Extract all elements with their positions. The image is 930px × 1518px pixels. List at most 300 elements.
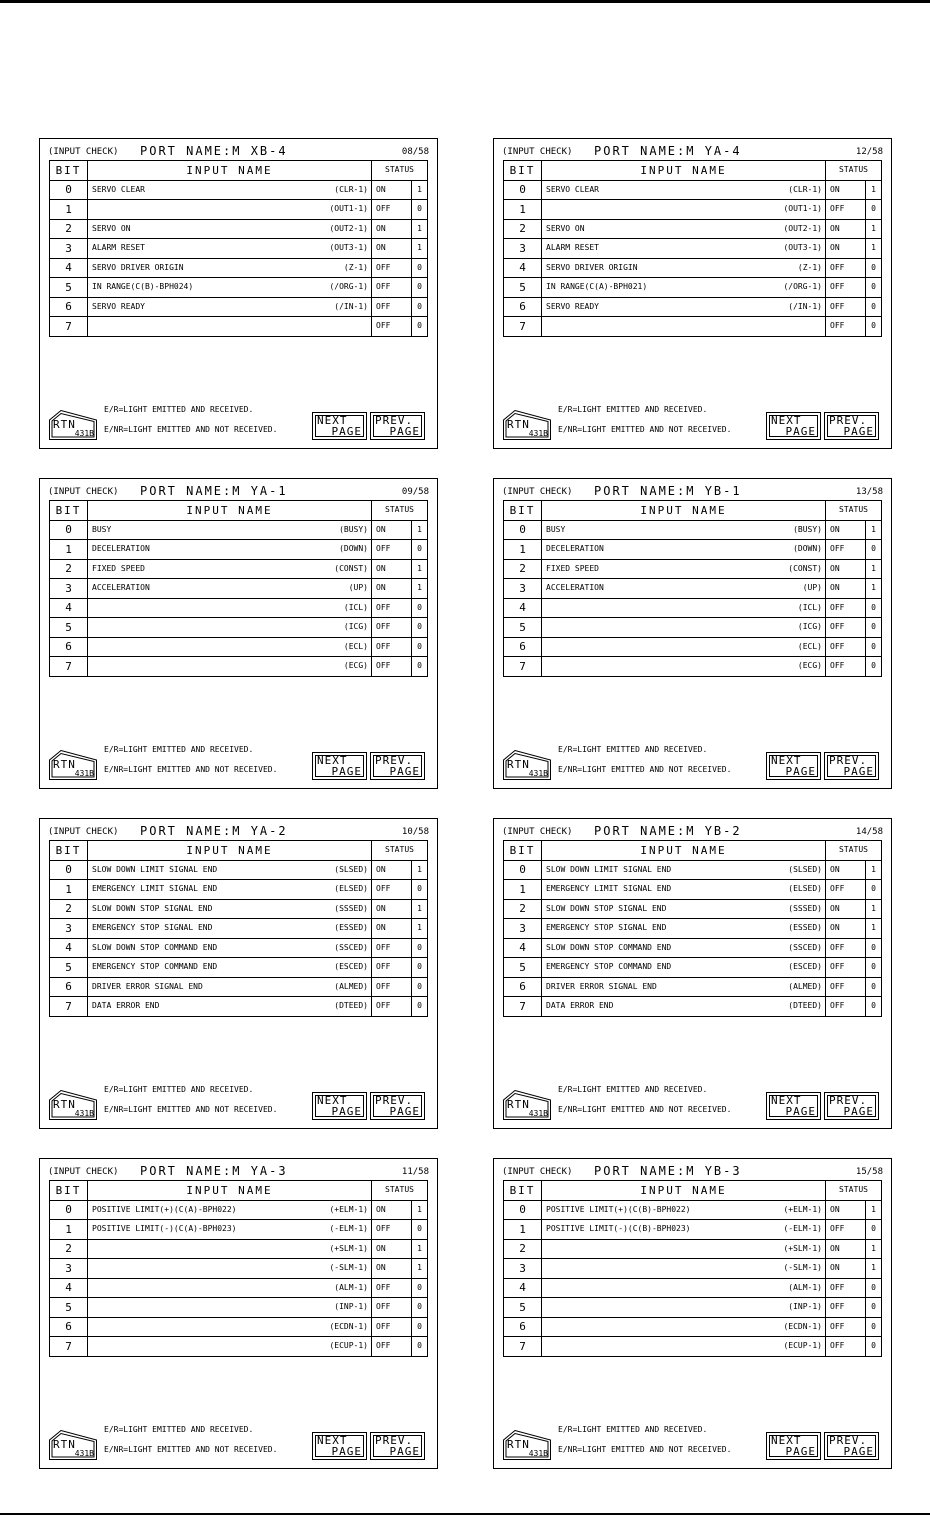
status-text: ON bbox=[372, 899, 412, 919]
bit-number: 3 bbox=[504, 579, 542, 599]
signal-code: (ESCED) bbox=[788, 962, 822, 972]
signal-code: (ALM-1) bbox=[788, 1282, 822, 1292]
status-bit-value: 1 bbox=[866, 1259, 882, 1279]
table-row[interactable] bbox=[504, 540, 882, 560]
bit-number: 1 bbox=[504, 540, 542, 560]
signal-code: (CLR-1) bbox=[788, 184, 822, 194]
bit-number: 0 bbox=[504, 860, 542, 880]
input-name-cell bbox=[88, 219, 372, 239]
prev-page-button[interactable] bbox=[370, 412, 425, 440]
status-text: ON bbox=[826, 1259, 866, 1279]
bit-number: 7 bbox=[50, 997, 88, 1017]
legend-enr: E/NR=LIGHT EMITTED AND NOT RECEIVED. bbox=[104, 425, 278, 434]
status-text: OFF bbox=[372, 1220, 412, 1240]
table-row[interactable] bbox=[50, 258, 428, 278]
next-page-button[interactable] bbox=[312, 412, 367, 440]
next-page-label: PAGE bbox=[785, 1105, 816, 1118]
prev-label: PREV. bbox=[829, 1094, 868, 1107]
table-row[interactable] bbox=[50, 598, 428, 618]
return-button[interactable] bbox=[503, 1090, 551, 1120]
status-bit-value: 1 bbox=[866, 579, 882, 599]
port-name: PORT NAME:M XB-4 bbox=[140, 144, 288, 158]
input-name: SLOW DOWN LIMIT SIGNAL END bbox=[546, 864, 672, 874]
input-name-cell bbox=[542, 657, 826, 677]
table-row[interactable] bbox=[504, 860, 882, 880]
input-name: DATA ERROR END bbox=[546, 1001, 614, 1011]
table-row[interactable] bbox=[504, 278, 882, 298]
status-text: ON bbox=[372, 219, 412, 239]
input-check-panel bbox=[493, 138, 892, 449]
table-row[interactable] bbox=[50, 1239, 428, 1259]
next-page-button[interactable] bbox=[766, 412, 821, 440]
input-name: EMERGENCY STOP COMMAND END bbox=[92, 962, 218, 972]
status-text: ON bbox=[372, 559, 412, 579]
return-code: 431B bbox=[528, 769, 548, 778]
signal-code: (SSCED) bbox=[334, 942, 368, 952]
legend-er: E/R=LIGHT EMITTED AND RECEIVED. bbox=[104, 1425, 254, 1434]
table-row[interactable] bbox=[50, 540, 428, 560]
bit-number: 7 bbox=[50, 657, 88, 677]
table-row[interactable] bbox=[50, 1298, 428, 1318]
signal-code: (BUSY) bbox=[339, 524, 368, 534]
bit-number: 4 bbox=[50, 598, 88, 618]
table-row[interactable] bbox=[50, 958, 428, 978]
table-row[interactable] bbox=[504, 200, 882, 220]
input-name: IN RANGE(C(B)-BPH024) bbox=[92, 282, 194, 292]
prev-page-label: PAGE bbox=[389, 1445, 420, 1458]
table-row[interactable] bbox=[50, 997, 428, 1017]
input-name: ALARM RESET bbox=[92, 243, 145, 253]
prev-page-label: PAGE bbox=[843, 425, 874, 438]
input-name-cell bbox=[88, 1239, 372, 1259]
table-row[interactable] bbox=[50, 1317, 428, 1337]
input-name-cell bbox=[88, 200, 372, 220]
bit-number: 4 bbox=[50, 258, 88, 278]
table-row[interactable] bbox=[50, 579, 428, 599]
panel-header bbox=[502, 485, 883, 499]
input-name-cell bbox=[88, 1317, 372, 1337]
column-header-input-name: INPUT NAME bbox=[542, 161, 826, 181]
signal-code: (ICG) bbox=[797, 622, 822, 632]
status-text: ON bbox=[372, 919, 412, 939]
status-text: ON bbox=[826, 1200, 866, 1220]
return-button[interactable] bbox=[49, 1090, 97, 1120]
table-row[interactable] bbox=[504, 637, 882, 657]
status-text: ON bbox=[826, 520, 866, 540]
next-page-label: PAGE bbox=[785, 765, 816, 778]
input-name-cell bbox=[88, 977, 372, 997]
table-row[interactable] bbox=[504, 559, 882, 579]
status-text: OFF bbox=[826, 317, 866, 337]
port-name: PORT NAME:M YB-3 bbox=[594, 1164, 742, 1178]
status-text: OFF bbox=[372, 317, 412, 337]
input-name: DECELERATION bbox=[546, 544, 604, 554]
prev-page-label: PAGE bbox=[843, 765, 874, 778]
next-page-button[interactable] bbox=[312, 1432, 367, 1460]
table-row[interactable] bbox=[504, 1200, 882, 1220]
bit-number: 6 bbox=[50, 637, 88, 657]
table-row[interactable] bbox=[504, 1317, 882, 1337]
table-row[interactable] bbox=[504, 297, 882, 317]
status-text: ON bbox=[372, 579, 412, 599]
input-check-panel bbox=[39, 478, 438, 789]
prev-page-label: PAGE bbox=[389, 425, 420, 438]
signal-code: (ECDN-1) bbox=[329, 1321, 368, 1331]
next-page-button[interactable] bbox=[312, 1092, 367, 1120]
bit-number: 1 bbox=[50, 540, 88, 560]
column-header-bit: BIT bbox=[504, 1181, 542, 1201]
status-text: ON bbox=[826, 899, 866, 919]
input-check-panel bbox=[39, 818, 438, 1129]
signal-code: (UP) bbox=[348, 583, 368, 593]
status-bit-value: 0 bbox=[412, 540, 428, 560]
status-text: ON bbox=[372, 1200, 412, 1220]
status-text: OFF bbox=[826, 598, 866, 618]
table-row[interactable] bbox=[50, 880, 428, 900]
signal-code: (-SLM-1) bbox=[329, 1263, 368, 1273]
input-name: ACCELERATION bbox=[546, 583, 604, 593]
bit-number: 5 bbox=[50, 1298, 88, 1318]
panel-header bbox=[48, 1165, 429, 1179]
column-header-input-name: INPUT NAME bbox=[88, 1181, 372, 1201]
status-text: OFF bbox=[372, 1278, 412, 1298]
table-row[interactable] bbox=[50, 520, 428, 540]
table-row[interactable] bbox=[504, 1259, 882, 1279]
table-row[interactable] bbox=[504, 579, 882, 599]
table-row[interactable] bbox=[50, 1278, 428, 1298]
table-row[interactable] bbox=[50, 938, 428, 958]
input-name: DRIVER ERROR SIGNAL END bbox=[92, 981, 203, 991]
return-code: 431B bbox=[74, 769, 94, 778]
column-header-bit: BIT bbox=[504, 161, 542, 181]
input-name-cell bbox=[88, 938, 372, 958]
table-row[interactable] bbox=[504, 1239, 882, 1259]
input-table bbox=[503, 1180, 882, 1357]
signal-code: (+ELM-1) bbox=[783, 1204, 822, 1214]
table-row[interactable] bbox=[504, 1278, 882, 1298]
table-row[interactable] bbox=[50, 618, 428, 638]
input-check-panel bbox=[39, 1158, 438, 1469]
table-header-row bbox=[50, 161, 428, 181]
table-header-row bbox=[504, 161, 882, 181]
table-row[interactable] bbox=[504, 919, 882, 939]
bit-number: 2 bbox=[50, 219, 88, 239]
next-page-button[interactable] bbox=[312, 752, 367, 780]
panel-header bbox=[502, 1165, 883, 1179]
screen-tag: (INPUT CHECK) bbox=[48, 1167, 119, 1177]
table-row[interactable] bbox=[504, 618, 882, 638]
status-bit-value: 0 bbox=[866, 297, 882, 317]
legend-er: E/R=LIGHT EMITTED AND RECEIVED. bbox=[558, 1085, 708, 1094]
input-name-cell bbox=[88, 958, 372, 978]
table-row[interactable] bbox=[504, 520, 882, 540]
table-row[interactable] bbox=[50, 200, 428, 220]
table-row[interactable] bbox=[504, 598, 882, 618]
table-row[interactable] bbox=[50, 219, 428, 239]
bit-number: 4 bbox=[504, 598, 542, 618]
input-name: SERVO READY bbox=[92, 301, 145, 311]
prev-page-button[interactable] bbox=[370, 1092, 425, 1120]
status-bit-value: 1 bbox=[412, 579, 428, 599]
status-bit-value: 0 bbox=[866, 880, 882, 900]
table-row[interactable] bbox=[50, 637, 428, 657]
bit-number: 3 bbox=[504, 239, 542, 259]
bit-number: 2 bbox=[504, 559, 542, 579]
status-text: ON bbox=[826, 919, 866, 939]
return-button[interactable] bbox=[503, 1430, 551, 1460]
signal-code: (/IN-1) bbox=[788, 301, 822, 311]
input-name: DECELERATION bbox=[92, 544, 150, 554]
next-page-button[interactable] bbox=[766, 1432, 821, 1460]
return-button[interactable] bbox=[49, 410, 97, 440]
table-row[interactable] bbox=[504, 657, 882, 677]
column-header-bit: BIT bbox=[50, 161, 88, 181]
status-text: OFF bbox=[826, 297, 866, 317]
legend-enr: E/NR=LIGHT EMITTED AND NOT RECEIVED. bbox=[104, 1445, 278, 1454]
column-header-status: STATUS bbox=[826, 841, 882, 861]
table-row[interactable] bbox=[50, 860, 428, 880]
screen-tag: (INPUT CHECK) bbox=[48, 827, 119, 837]
signal-code: (+ELM-1) bbox=[329, 1204, 368, 1214]
table-row[interactable] bbox=[50, 559, 428, 579]
status-text: OFF bbox=[372, 637, 412, 657]
prev-page-button[interactable] bbox=[370, 752, 425, 780]
page-counter: 09/58 bbox=[401, 487, 429, 497]
input-name: POSITIVE LIMIT(-)(C(A)-BPH023) bbox=[92, 1224, 237, 1234]
status-bit-value: 1 bbox=[866, 219, 882, 239]
table-row[interactable] bbox=[50, 919, 428, 939]
input-name-cell bbox=[88, 297, 372, 317]
bit-number: 2 bbox=[50, 559, 88, 579]
signal-code: (/IN-1) bbox=[334, 301, 368, 311]
table-row[interactable] bbox=[504, 258, 882, 278]
table-row[interactable] bbox=[504, 997, 882, 1017]
legend bbox=[558, 1080, 731, 1120]
input-name: SLOW DOWN LIMIT SIGNAL END bbox=[92, 864, 218, 874]
input-name-cell bbox=[542, 977, 826, 997]
table-row[interactable] bbox=[504, 219, 882, 239]
column-header-status: STATUS bbox=[826, 1181, 882, 1201]
input-name-cell bbox=[542, 180, 826, 200]
bit-number: 0 bbox=[50, 1200, 88, 1220]
status-text: ON bbox=[826, 1239, 866, 1259]
return-label: RTN bbox=[507, 758, 530, 771]
input-name-cell bbox=[542, 1298, 826, 1318]
bit-number: 1 bbox=[50, 1220, 88, 1240]
table-row[interactable] bbox=[50, 297, 428, 317]
status-bit-value: 1 bbox=[412, 219, 428, 239]
input-name-cell bbox=[542, 520, 826, 540]
input-check-panel bbox=[493, 1158, 892, 1469]
table-row[interactable] bbox=[50, 239, 428, 259]
next-label: NEXT bbox=[317, 754, 348, 767]
input-name-cell bbox=[88, 258, 372, 278]
signal-code: (ESCED) bbox=[334, 962, 368, 972]
table-row[interactable] bbox=[50, 278, 428, 298]
table-row[interactable] bbox=[504, 1220, 882, 1240]
screen-tag: (INPUT CHECK) bbox=[502, 827, 573, 837]
prev-page-label: PAGE bbox=[389, 1105, 420, 1118]
input-table bbox=[503, 840, 882, 1017]
table-row[interactable] bbox=[504, 180, 882, 200]
status-bit-value: 0 bbox=[866, 1317, 882, 1337]
status-bit-value: 1 bbox=[412, 1200, 428, 1220]
signal-code: (ECUP-1) bbox=[329, 1341, 368, 1351]
status-bit-value: 0 bbox=[412, 997, 428, 1017]
table-row[interactable] bbox=[504, 899, 882, 919]
table-row[interactable] bbox=[504, 239, 882, 259]
table-row[interactable] bbox=[50, 657, 428, 677]
return-button[interactable] bbox=[503, 750, 551, 780]
table-row[interactable] bbox=[50, 1337, 428, 1357]
prev-page-button[interactable] bbox=[824, 1092, 879, 1120]
column-header-input-name: INPUT NAME bbox=[88, 501, 372, 521]
status-text: OFF bbox=[826, 1317, 866, 1337]
input-name-cell bbox=[542, 1259, 826, 1279]
status-bit-value: 0 bbox=[866, 637, 882, 657]
port-name: PORT NAME:M YA-4 bbox=[594, 144, 742, 158]
input-name-cell bbox=[88, 598, 372, 618]
table-row[interactable] bbox=[50, 977, 428, 997]
table-row[interactable] bbox=[504, 317, 882, 337]
status-text: OFF bbox=[826, 997, 866, 1017]
bit-number: 1 bbox=[50, 880, 88, 900]
status-text: OFF bbox=[826, 258, 866, 278]
status-bit-value: 1 bbox=[866, 1200, 882, 1220]
status-bit-value: 1 bbox=[412, 919, 428, 939]
status-text: OFF bbox=[826, 1298, 866, 1318]
legend-er: E/R=LIGHT EMITTED AND RECEIVED. bbox=[558, 1425, 708, 1434]
legend-enr: E/NR=LIGHT EMITTED AND NOT RECEIVED. bbox=[558, 1105, 732, 1114]
bit-number: 5 bbox=[504, 618, 542, 638]
signal-code: (OUT2-1) bbox=[783, 223, 822, 233]
table-row[interactable] bbox=[50, 1220, 428, 1240]
signal-code: (DOWN) bbox=[793, 544, 822, 554]
status-bit-value: 0 bbox=[866, 278, 882, 298]
return-button[interactable] bbox=[49, 1430, 97, 1460]
input-name: DATA ERROR END bbox=[92, 1001, 160, 1011]
input-name: SERVO CLEAR bbox=[546, 184, 599, 194]
signal-code: (INP-1) bbox=[334, 1302, 368, 1312]
status-bit-value: 0 bbox=[866, 598, 882, 618]
legend bbox=[104, 400, 277, 440]
bit-number: 4 bbox=[50, 1278, 88, 1298]
return-code: 431B bbox=[74, 1449, 94, 1458]
prev-page-button[interactable] bbox=[824, 1432, 879, 1460]
bit-number: 4 bbox=[504, 938, 542, 958]
next-page-label: PAGE bbox=[331, 765, 362, 778]
signal-code: (ALM-1) bbox=[334, 1282, 368, 1292]
next-page-button[interactable] bbox=[766, 752, 821, 780]
table-row[interactable] bbox=[50, 317, 428, 337]
input-check-panel bbox=[493, 478, 892, 789]
status-text: OFF bbox=[372, 200, 412, 220]
input-name: POSITIVE LIMIT(-)(C(B)-BPH023) bbox=[546, 1224, 691, 1234]
table-row[interactable] bbox=[504, 1298, 882, 1318]
bit-number: 0 bbox=[504, 520, 542, 540]
next-page-button[interactable] bbox=[766, 1092, 821, 1120]
prev-page-label: PAGE bbox=[843, 1105, 874, 1118]
input-name-cell bbox=[88, 919, 372, 939]
status-bit-value: 0 bbox=[412, 1220, 428, 1240]
screen-tag: (INPUT CHECK) bbox=[48, 147, 119, 157]
page-counter: 15/58 bbox=[855, 1167, 883, 1177]
signal-code: (/ORG-1) bbox=[783, 282, 822, 292]
input-name-cell bbox=[88, 1337, 372, 1357]
status-bit-value: 0 bbox=[866, 258, 882, 278]
status-bit-value: 0 bbox=[412, 938, 428, 958]
status-bit-value: 0 bbox=[412, 1298, 428, 1318]
signal-code: (SSSED) bbox=[788, 903, 822, 913]
table-header-row bbox=[50, 841, 428, 861]
input-name-cell bbox=[542, 1317, 826, 1337]
status-text: OFF bbox=[826, 618, 866, 638]
table-row[interactable] bbox=[504, 938, 882, 958]
signal-code: (BUSY) bbox=[793, 524, 822, 534]
input-name-cell bbox=[542, 860, 826, 880]
screen-tag: (INPUT CHECK) bbox=[48, 487, 119, 497]
signal-code: (DTEED) bbox=[334, 1001, 368, 1011]
bit-number: 3 bbox=[50, 239, 88, 259]
return-label: RTN bbox=[507, 418, 530, 431]
input-name-cell bbox=[542, 598, 826, 618]
table-row[interactable] bbox=[50, 899, 428, 919]
prev-page-label: PAGE bbox=[389, 765, 420, 778]
status-bit-value: 0 bbox=[412, 317, 428, 337]
bit-number: 3 bbox=[50, 579, 88, 599]
return-code: 431B bbox=[74, 429, 94, 438]
return-button[interactable] bbox=[49, 750, 97, 780]
input-table bbox=[49, 1180, 428, 1357]
signal-code: (ICL) bbox=[797, 602, 822, 612]
legend bbox=[104, 740, 277, 780]
bit-number: 4 bbox=[504, 1278, 542, 1298]
bit-number: 0 bbox=[504, 180, 542, 200]
return-button[interactable] bbox=[503, 410, 551, 440]
prev-page-button[interactable] bbox=[824, 412, 879, 440]
table-row[interactable] bbox=[50, 180, 428, 200]
input-name-cell bbox=[88, 520, 372, 540]
table-row[interactable] bbox=[504, 1337, 882, 1357]
bit-number: 1 bbox=[504, 200, 542, 220]
input-name: FIXED SPEED bbox=[92, 563, 145, 573]
status-bit-value: 1 bbox=[866, 1239, 882, 1259]
panel-header bbox=[48, 145, 429, 159]
status-bit-value: 0 bbox=[412, 618, 428, 638]
bit-number: 5 bbox=[50, 618, 88, 638]
legend-er: E/R=LIGHT EMITTED AND RECEIVED. bbox=[104, 1085, 254, 1094]
status-text: OFF bbox=[372, 977, 412, 997]
table-row[interactable] bbox=[504, 977, 882, 997]
status-text: OFF bbox=[826, 637, 866, 657]
panel-header bbox=[48, 485, 429, 499]
table-row[interactable] bbox=[50, 1259, 428, 1279]
prev-page-button[interactable] bbox=[824, 752, 879, 780]
bit-number: 1 bbox=[50, 200, 88, 220]
column-header-status: STATUS bbox=[372, 841, 428, 861]
table-header-row bbox=[504, 1181, 882, 1201]
prev-page-button[interactable] bbox=[370, 1432, 425, 1460]
status-text: OFF bbox=[372, 880, 412, 900]
signal-code: (SLSED) bbox=[788, 864, 822, 874]
table-row[interactable] bbox=[504, 880, 882, 900]
status-text: OFF bbox=[372, 540, 412, 560]
bottom-rule bbox=[0, 1513, 930, 1515]
table-row[interactable] bbox=[50, 1200, 428, 1220]
signal-code: (SLSED) bbox=[334, 864, 368, 874]
table-row[interactable] bbox=[504, 958, 882, 978]
bit-number: 0 bbox=[504, 1200, 542, 1220]
